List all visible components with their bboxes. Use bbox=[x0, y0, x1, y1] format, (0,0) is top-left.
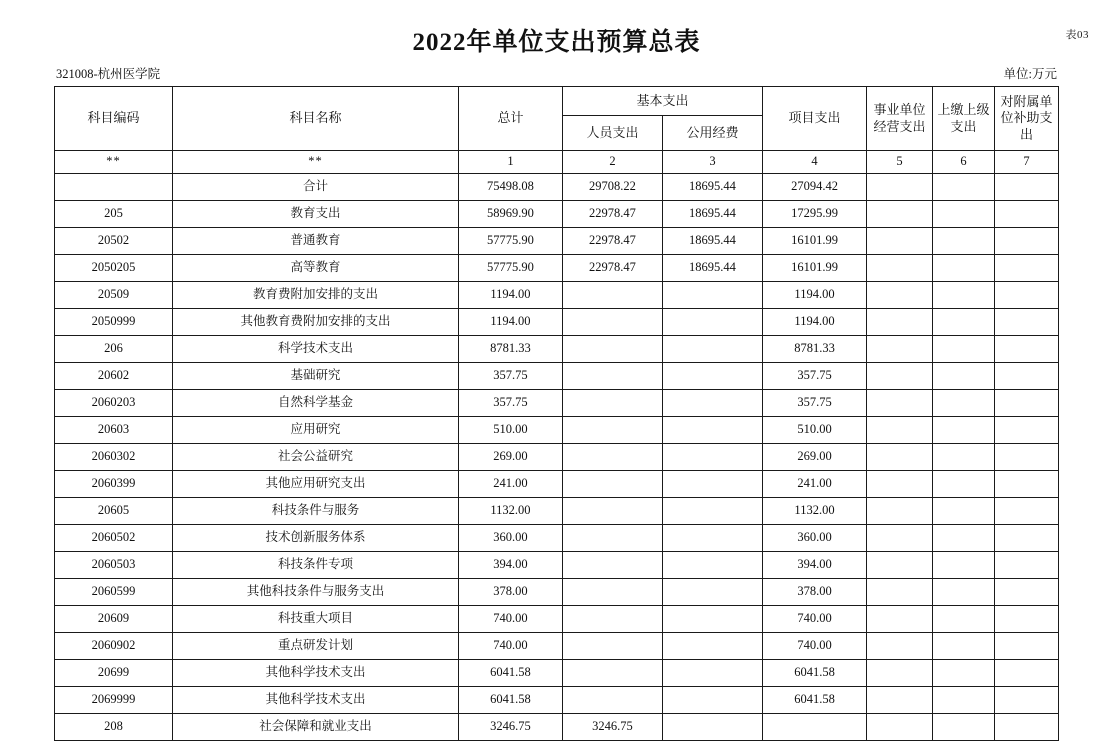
cell-business bbox=[867, 309, 933, 336]
col-header-basic-group: 基本支出 bbox=[562, 87, 762, 116]
cell-remit bbox=[933, 390, 995, 417]
cell-public bbox=[662, 714, 762, 741]
col-header-business: 事业单位 经营支出 bbox=[867, 87, 933, 151]
table-row bbox=[54, 660, 1058, 687]
cell-name: 教育费附加安排的支出 bbox=[172, 282, 458, 309]
table-row bbox=[54, 498, 1058, 525]
cell-subsidy bbox=[995, 552, 1059, 579]
cell-business bbox=[867, 255, 933, 282]
cell-total: 269.00 bbox=[458, 444, 562, 471]
cell-project: 1132.00 bbox=[763, 498, 867, 525]
cell-project: 269.00 bbox=[763, 444, 867, 471]
cell-public bbox=[662, 687, 762, 714]
cell-code: 20602 bbox=[54, 363, 172, 390]
cell-subsidy bbox=[995, 471, 1059, 498]
cell-project: 740.00 bbox=[763, 633, 867, 660]
cell-project: 394.00 bbox=[763, 552, 867, 579]
cell-business bbox=[867, 228, 933, 255]
cell-remit bbox=[933, 525, 995, 552]
cell-public: 18695.44 bbox=[662, 228, 762, 255]
cell-code: 2060203 bbox=[54, 390, 172, 417]
cell-total: 6041.58 bbox=[458, 660, 562, 687]
cell-name: 高等教育 bbox=[172, 255, 458, 282]
cell-subsidy bbox=[995, 417, 1059, 444]
cell-name: 合计 bbox=[172, 174, 458, 201]
cell-personnel: 3246.75 bbox=[562, 714, 662, 741]
cell-code: 20609 bbox=[54, 606, 172, 633]
cell-project: 27094.42 bbox=[763, 174, 867, 201]
cell-total: 357.75 bbox=[458, 390, 562, 417]
cell-business bbox=[867, 714, 933, 741]
cell-total: 58969.90 bbox=[458, 201, 562, 228]
cell-remit bbox=[933, 228, 995, 255]
table-row bbox=[54, 552, 1058, 579]
cell-public bbox=[662, 471, 762, 498]
col-header-name: 科目名称 bbox=[172, 87, 458, 151]
cell-public bbox=[662, 633, 762, 660]
cell-subsidy bbox=[995, 687, 1059, 714]
cell-personnel bbox=[562, 471, 662, 498]
cell-public: 18695.44 bbox=[662, 174, 762, 201]
cell-business bbox=[867, 687, 933, 714]
cell-subsidy bbox=[995, 390, 1059, 417]
cell-subsidy bbox=[995, 633, 1059, 660]
cell-business bbox=[867, 579, 933, 606]
cell-subsidy bbox=[995, 660, 1059, 687]
cell-business bbox=[867, 363, 933, 390]
col-header-personnel: 人员支出 bbox=[562, 116, 662, 151]
cell-project: 740.00 bbox=[763, 606, 867, 633]
cell-remit bbox=[933, 633, 995, 660]
cell-total: 740.00 bbox=[458, 606, 562, 633]
cell-business bbox=[867, 606, 933, 633]
cell-subsidy bbox=[995, 525, 1059, 552]
cell-code: 20509 bbox=[54, 282, 172, 309]
cell-public bbox=[662, 660, 762, 687]
cell-personnel: 29708.22 bbox=[562, 174, 662, 201]
cell-business bbox=[867, 633, 933, 660]
cell-code: 205 bbox=[54, 201, 172, 228]
table-row bbox=[54, 417, 1058, 444]
cell-project: 16101.99 bbox=[763, 228, 867, 255]
cell-public bbox=[662, 282, 762, 309]
table-row bbox=[54, 309, 1058, 336]
cell-subsidy bbox=[995, 336, 1059, 363]
cell-code: 20605 bbox=[54, 498, 172, 525]
cell-code: 2060502 bbox=[54, 525, 172, 552]
cell-subsidy bbox=[995, 579, 1059, 606]
cell-business bbox=[867, 174, 933, 201]
cell-remit bbox=[933, 201, 995, 228]
cell-remit bbox=[933, 660, 995, 687]
cell-subsidy bbox=[995, 363, 1059, 390]
col-header-public: 公用经费 bbox=[662, 116, 762, 151]
cell-subsidy bbox=[995, 228, 1059, 255]
cell-remit bbox=[933, 579, 995, 606]
cell-code: 2060503 bbox=[54, 552, 172, 579]
table-body bbox=[54, 151, 1058, 741]
cell-name: 重点研发计划 bbox=[172, 633, 458, 660]
cell-code: 206 bbox=[54, 336, 172, 363]
cell-code: 2060902 bbox=[54, 633, 172, 660]
cell-project: 1194.00 bbox=[763, 282, 867, 309]
unit-code-label: 321008-杭州医学院 bbox=[56, 67, 161, 81]
cell-total: 75498.08 bbox=[458, 174, 562, 201]
cell-code: 20603 bbox=[54, 417, 172, 444]
cell-total: 6041.58 bbox=[458, 687, 562, 714]
cell-project: 17295.99 bbox=[763, 201, 867, 228]
cell-project: 510.00 bbox=[763, 417, 867, 444]
cell-total: 1194.00 bbox=[458, 309, 562, 336]
table-row bbox=[54, 606, 1058, 633]
cell-project: 378.00 bbox=[763, 579, 867, 606]
colnum-7: 6 bbox=[933, 151, 995, 174]
table-row bbox=[54, 471, 1058, 498]
cell-remit bbox=[933, 255, 995, 282]
cell-public bbox=[662, 552, 762, 579]
cell-business bbox=[867, 336, 933, 363]
cell-business bbox=[867, 498, 933, 525]
cell-name: 应用研究 bbox=[172, 417, 458, 444]
cell-personnel: 22978.47 bbox=[562, 255, 662, 282]
cell-name: 社会保障和就业支出 bbox=[172, 714, 458, 741]
table-row bbox=[54, 714, 1058, 741]
cell-business bbox=[867, 444, 933, 471]
cell-personnel bbox=[562, 606, 662, 633]
cell-public bbox=[662, 498, 762, 525]
cell-remit bbox=[933, 687, 995, 714]
cell-code: 2060599 bbox=[54, 579, 172, 606]
cell-personnel bbox=[562, 363, 662, 390]
cell-code: 2050205 bbox=[54, 255, 172, 282]
table-row bbox=[54, 228, 1058, 255]
cell-name: 基础研究 bbox=[172, 363, 458, 390]
cell-subsidy bbox=[995, 255, 1059, 282]
cell-public bbox=[662, 525, 762, 552]
cell-public bbox=[662, 363, 762, 390]
table-row bbox=[54, 174, 1058, 201]
cell-remit bbox=[933, 282, 995, 309]
table-row bbox=[54, 579, 1058, 606]
cell-personnel bbox=[562, 336, 662, 363]
cell-project: 1194.00 bbox=[763, 309, 867, 336]
cell-remit bbox=[933, 363, 995, 390]
cell-business bbox=[867, 390, 933, 417]
cell-remit bbox=[933, 606, 995, 633]
cell-name: 其他科学技术支出 bbox=[172, 687, 458, 714]
cell-public bbox=[662, 606, 762, 633]
cell-name: 其他科技条件与服务支出 bbox=[172, 579, 458, 606]
cell-code: 2060399 bbox=[54, 471, 172, 498]
cell-total: 378.00 bbox=[458, 579, 562, 606]
cell-code: 20502 bbox=[54, 228, 172, 255]
cell-project: 6041.58 bbox=[763, 660, 867, 687]
cell-total: 510.00 bbox=[458, 417, 562, 444]
cell-name: 自然科学基金 bbox=[172, 390, 458, 417]
colnum-8: 7 bbox=[995, 151, 1059, 174]
cell-personnel bbox=[562, 633, 662, 660]
colnum-4: 3 bbox=[662, 151, 762, 174]
cell-remit bbox=[933, 714, 995, 741]
cell-remit bbox=[933, 552, 995, 579]
cell-name: 科学技术支出 bbox=[172, 336, 458, 363]
cell-project: 6041.58 bbox=[763, 687, 867, 714]
cell-remit bbox=[933, 174, 995, 201]
cell-project: 360.00 bbox=[763, 525, 867, 552]
cell-public bbox=[662, 336, 762, 363]
cell-subsidy bbox=[995, 444, 1059, 471]
cell-total: 57775.90 bbox=[458, 255, 562, 282]
table-row bbox=[54, 687, 1058, 714]
cell-project: 357.75 bbox=[763, 390, 867, 417]
cell-business bbox=[867, 660, 933, 687]
cell-name: 其他应用研究支出 bbox=[172, 471, 458, 498]
cell-public: 18695.44 bbox=[662, 201, 762, 228]
col-header-total: 总计 bbox=[458, 87, 562, 151]
cell-remit bbox=[933, 309, 995, 336]
cell-name: 教育支出 bbox=[172, 201, 458, 228]
column-number-row bbox=[54, 151, 1058, 174]
cell-subsidy bbox=[995, 714, 1059, 741]
table-row bbox=[54, 525, 1058, 552]
cell-code: 2060302 bbox=[54, 444, 172, 471]
cell-public bbox=[662, 309, 762, 336]
cell-total: 8781.33 bbox=[458, 336, 562, 363]
cell-total: 394.00 bbox=[458, 552, 562, 579]
cell-business bbox=[867, 471, 933, 498]
cell-name: 科技条件专项 bbox=[172, 552, 458, 579]
cell-personnel: 22978.47 bbox=[562, 228, 662, 255]
table-row bbox=[54, 363, 1058, 390]
cell-public bbox=[662, 579, 762, 606]
cell-business bbox=[867, 552, 933, 579]
cell-personnel bbox=[562, 525, 662, 552]
cell-subsidy bbox=[995, 498, 1059, 525]
budget-table bbox=[54, 86, 1059, 741]
cell-remit bbox=[933, 417, 995, 444]
cell-public bbox=[662, 444, 762, 471]
page-title: 2022年单位支出预算总表 bbox=[412, 29, 701, 56]
cell-remit bbox=[933, 336, 995, 363]
colnum-2: 1 bbox=[458, 151, 562, 174]
cell-code: 2050999 bbox=[54, 309, 172, 336]
currency-unit-label: 单位:万元 bbox=[1003, 67, 1057, 81]
cell-subsidy bbox=[995, 282, 1059, 309]
cell-subsidy bbox=[995, 606, 1059, 633]
cell-total: 740.00 bbox=[458, 633, 562, 660]
cell-project: 8781.33 bbox=[763, 336, 867, 363]
cell-total: 57775.90 bbox=[458, 228, 562, 255]
cell-name: 其他教育费附加安排的支出 bbox=[172, 309, 458, 336]
table-row bbox=[54, 390, 1058, 417]
cell-personnel bbox=[562, 390, 662, 417]
cell-personnel bbox=[562, 660, 662, 687]
colnum-1: ** bbox=[172, 151, 458, 174]
table-row bbox=[54, 255, 1058, 282]
cell-business bbox=[867, 417, 933, 444]
cell-personnel bbox=[562, 309, 662, 336]
cell-subsidy bbox=[995, 309, 1059, 336]
form-number-tag: 表03 bbox=[1065, 29, 1089, 41]
cell-total: 360.00 bbox=[458, 525, 562, 552]
cell-remit bbox=[933, 498, 995, 525]
col-header-project: 项目支出 bbox=[763, 87, 867, 151]
cell-name: 科技条件与服务 bbox=[172, 498, 458, 525]
cell-total: 1194.00 bbox=[458, 282, 562, 309]
cell-personnel bbox=[562, 417, 662, 444]
cell-total: 1132.00 bbox=[458, 498, 562, 525]
cell-business bbox=[867, 282, 933, 309]
col-header-subsidy: 对附属单 位补助支 出 bbox=[995, 87, 1059, 151]
cell-code bbox=[54, 174, 172, 201]
cell-personnel bbox=[562, 579, 662, 606]
cell-total: 3246.75 bbox=[458, 714, 562, 741]
cell-name: 其他科学技术支出 bbox=[172, 660, 458, 687]
table-row bbox=[54, 282, 1058, 309]
cell-project: 357.75 bbox=[763, 363, 867, 390]
cell-code: 2069999 bbox=[54, 687, 172, 714]
cell-code: 20699 bbox=[54, 660, 172, 687]
colnum-3: 2 bbox=[562, 151, 662, 174]
cell-total: 241.00 bbox=[458, 471, 562, 498]
cell-personnel bbox=[562, 552, 662, 579]
col-header-remit: 上缴上级 支出 bbox=[933, 87, 995, 151]
cell-business bbox=[867, 201, 933, 228]
cell-remit bbox=[933, 444, 995, 471]
table-row bbox=[54, 444, 1058, 471]
colnum-6: 5 bbox=[867, 151, 933, 174]
cell-code: 208 bbox=[54, 714, 172, 741]
cell-public bbox=[662, 390, 762, 417]
cell-public: 18695.44 bbox=[662, 255, 762, 282]
cell-project: 16101.99 bbox=[763, 255, 867, 282]
cell-project: 241.00 bbox=[763, 471, 867, 498]
colnum-0: ** bbox=[54, 151, 172, 174]
cell-name: 科技重大项目 bbox=[172, 606, 458, 633]
subheader bbox=[56, 64, 1057, 82]
cell-business bbox=[867, 525, 933, 552]
cell-personnel bbox=[562, 687, 662, 714]
cell-personnel: 22978.47 bbox=[562, 201, 662, 228]
cell-subsidy bbox=[995, 201, 1059, 228]
cell-name: 普通教育 bbox=[172, 228, 458, 255]
cell-name: 技术创新服务体系 bbox=[172, 525, 458, 552]
colnum-5: 4 bbox=[763, 151, 867, 174]
table-row bbox=[54, 336, 1058, 363]
cell-remit bbox=[933, 471, 995, 498]
cell-public bbox=[662, 417, 762, 444]
document-page bbox=[0, 22, 1113, 736]
table-row bbox=[54, 633, 1058, 660]
col-header-code: 科目编码 bbox=[54, 87, 172, 151]
cell-personnel bbox=[562, 282, 662, 309]
table-row bbox=[54, 201, 1058, 228]
cell-project bbox=[763, 714, 867, 741]
cell-total: 357.75 bbox=[458, 363, 562, 390]
cell-personnel bbox=[562, 498, 662, 525]
cell-subsidy bbox=[995, 174, 1059, 201]
cell-name: 社会公益研究 bbox=[172, 444, 458, 471]
cell-personnel bbox=[562, 444, 662, 471]
